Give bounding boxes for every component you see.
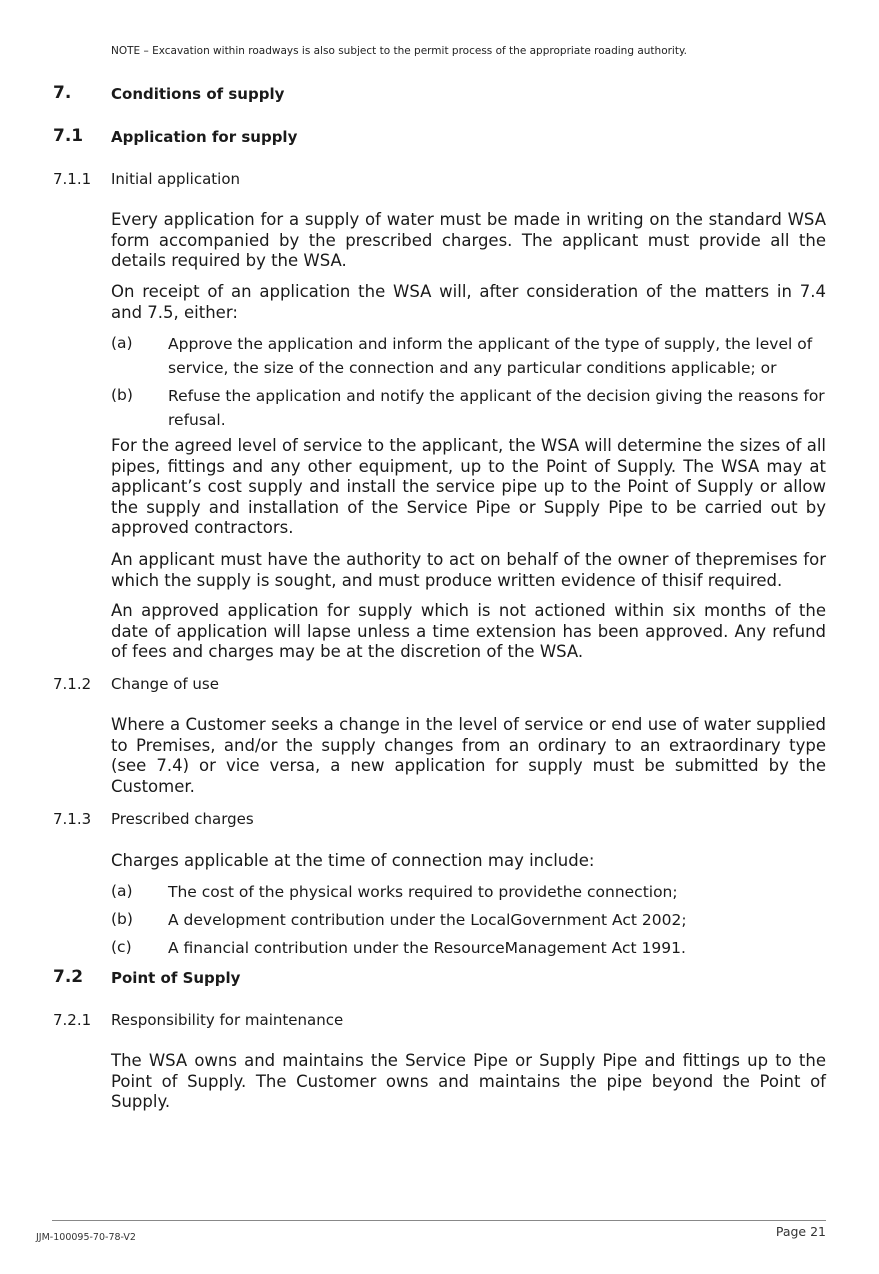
list-item-text: Refuse the application and notify the applicant of the decision giving the reasons for refusal. xyxy=(168,387,825,429)
paragraph-receipt-of-application: On receipt of an application the WSA will, after consideration of the matters in 7.4 and 7.5, either: xyxy=(111,282,826,322)
section-7-1-1-title: Initial application xyxy=(111,170,241,188)
section-7-1-2-title: Change of use xyxy=(111,675,219,693)
list-item-text: The cost of the physical works required to providethe connection; xyxy=(168,883,678,901)
list-item-label: (b) xyxy=(111,910,133,928)
list-item-text: Approve the application and inform the applicant of the type of supply, the level of service, the size of the connection and any particular conditions applicable; or xyxy=(168,335,813,377)
section-7-1-title: Application for supply xyxy=(111,128,298,146)
section-7-1-3-title: Prescribed charges xyxy=(111,810,254,828)
section-7-1-2-number: 7.1.2 xyxy=(53,675,92,693)
footer-divider xyxy=(52,1220,826,1221)
list-item-label: (b) xyxy=(111,386,133,404)
paragraph-application-form: Every application for a supply of water must be made in writing on the standard WSA form accompanied by the prescribed charges. The applicant must provide all the details required by the WSA. xyxy=(111,210,826,270)
list-item-label: (c) xyxy=(111,938,132,956)
list-item-text: A development contribution under the LocalGovernment Act 2002; xyxy=(168,911,687,929)
paragraph-charges-intro: Charges applicable at the time of connection may include: xyxy=(111,851,595,870)
page-number: Page 21 xyxy=(775,1224,826,1239)
section-7-number: 7. xyxy=(53,83,72,103)
section-7-1-1-number: 7.1.1 xyxy=(53,170,92,188)
paragraph-applicant-authority: An applicant must have the authority to act on behalf of the owner of thepremises for which the supply is sought, and must produce written evidence of thisif required. xyxy=(111,550,826,590)
section-7-2-number: 7.2 xyxy=(53,967,84,987)
paragraph-maintenance-responsibility: The WSA owns and maintains the Service Pipe or Supply Pipe and fittings up to the Point of Supply. The Customer owns and maintains the pipe beyond the Point of Supply. xyxy=(111,1051,826,1111)
paragraph-agreed-level-of-service: For the agreed level of service to the applicant, the WSA will determine the sizes of all pipes, fittings and any other equipment, up to the Point of Supply. The WSA may at applicant’s cost supply and install the service pipe up to the Point of Supply or allow the supply and installation of the Service Pipe or Supply Pipe to be carried out by approved contractors. xyxy=(111,436,826,537)
list-item-text: A financial contribution under the ResourceManagement Act 1991. xyxy=(168,939,686,957)
section-7-title: Conditions of supply xyxy=(111,85,285,103)
paragraph-change-of-use: Where a Customer seeks a change in the level of service or end use of water supplied to Premises, and/or the supply changes from an ordinary to an extraordinary type (see 7.4) or vice versa, a new application for supply must be submitted by the Customer. xyxy=(111,715,826,796)
section-7-1-number: 7.1 xyxy=(53,126,84,146)
section-7-1-3-number: 7.1.3 xyxy=(53,810,92,828)
list-item-label: (a) xyxy=(111,334,133,352)
section-7-2-1-number: 7.2.1 xyxy=(53,1011,92,1029)
list-item-label: (a) xyxy=(111,882,133,900)
roading-note: NOTE – Excavation within roadways is also subject to the permit process of the appropriate roading authority. xyxy=(111,45,688,57)
section-7-2-title: Point of Supply xyxy=(111,969,241,987)
section-7-2-1-title: Responsibility for maintenance xyxy=(111,1011,344,1029)
paragraph-application-lapse: An approved application for supply which is not actioned within six months of the date of application will lapse unless a time extension has been approved. Any refund of fees and charges may be at the discretion of the WSA. xyxy=(111,601,826,661)
document-id: JJM-100095-70-78-V2 xyxy=(36,1232,136,1243)
